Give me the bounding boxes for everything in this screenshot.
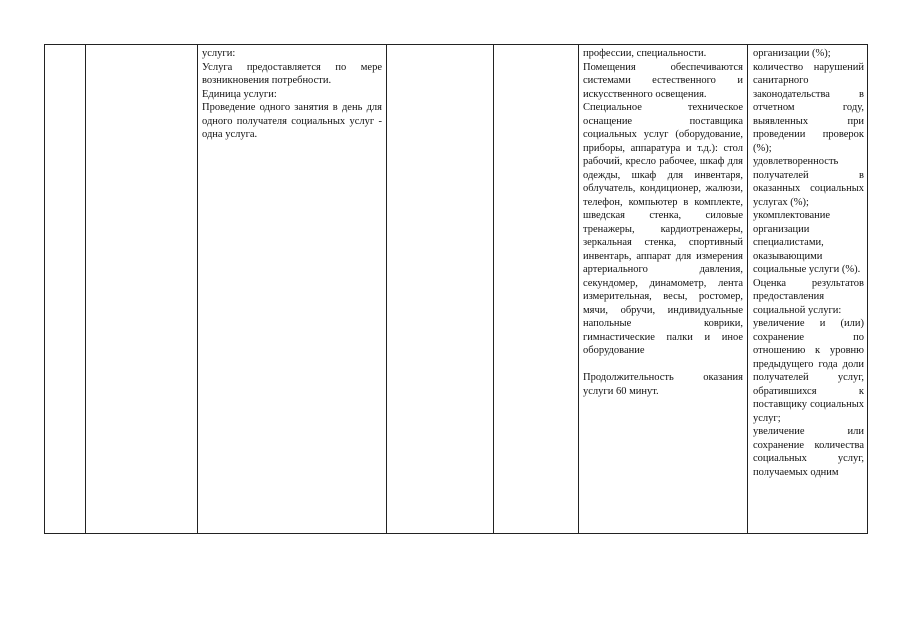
indicator-violations-text: количество нарушений санитарного законодательства в отчетном году, выявленных при проведении проверок (%); xyxy=(753,61,864,154)
staff-qualification-text: профессии, специальности. xyxy=(583,48,707,59)
service-duration-text: Продолжительность оказания услуги 60 минут. xyxy=(583,372,743,397)
table-row xyxy=(45,45,868,534)
service-frequency-text: Услуга предоставляется по мере возникновения потребности. xyxy=(202,61,382,86)
service-unit-text: Проведение одного занятия в день для одного получателя социальных услуг - одна услуга. xyxy=(202,102,382,140)
table-cell-col1 xyxy=(45,45,86,534)
table-cell-col3 xyxy=(198,45,387,534)
premises-lighting-text: Помещения обеспечиваются системами естественного и искусственного освещения. xyxy=(583,61,743,100)
indicator-organization-text: организации (%); xyxy=(753,48,831,59)
table-cell-col7 xyxy=(748,45,868,534)
equipment-list-text: Специальное техническое оснащение поставщика социальных услуг (оборудование, приборы, аппаратура и т.д.): стол рабочий, кресло рабочее, шкаф для одежды, шкаф для инвентаря, облучатель, кондиционер, жалюзи, телефон, компьютер в комплекте, шведская стенка, силовые тренажеры, кардиотренажеры, зеркальная стенка, спортивный инвентарь, аппарат для измерения артериального давления, секундомер, динамометр, лента измерительная, весы, ростомер, мячи, обручи, индивидуальные напольные коврики, гимнастические палки и иное оборудование xyxy=(583,102,743,356)
table-cell-col2 xyxy=(86,45,198,534)
service-procedure-heading: услуги: xyxy=(202,48,236,59)
services-standard-table xyxy=(44,44,868,534)
table-cell-col6 xyxy=(579,45,748,534)
evaluation-quantity-text: увеличение или сохранение количества социальных услуг, получаемых одним xyxy=(753,426,864,478)
indicator-staffing-text: укомплектование организации специалистами, оказывающими социальные услуги (%). xyxy=(753,210,861,275)
evaluation-heading: Оценка результатов предоставления социальной услуги: xyxy=(753,277,864,316)
table-cell-col4 xyxy=(387,45,494,534)
evaluation-share-text: увеличение и (или) сохранение по отношению к уровню предыдущего года доли получателей услуг, обратившихся к поставщику социальных услуг; xyxy=(753,318,864,424)
service-unit-heading: Единица услуги: xyxy=(202,88,277,100)
table-cell-col5 xyxy=(494,45,579,534)
indicator-satisfaction-text: удовлетворенность получателей в оказанных социальных услугах (%); xyxy=(753,156,864,208)
